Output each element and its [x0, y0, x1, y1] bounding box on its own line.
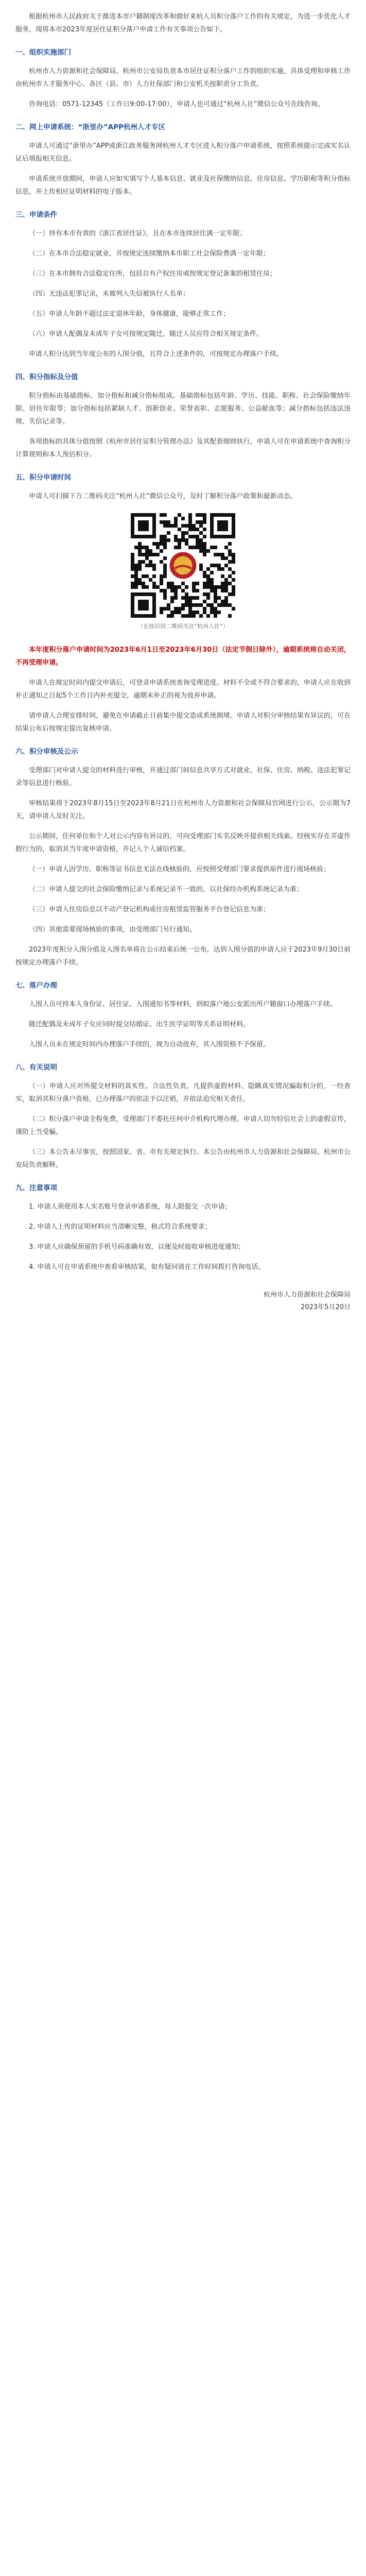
section-paragraph: 申请人积分达到当年度公布的入围分值，且符合上述条件的，可按规定办理落户手续。	[29, 350, 284, 358]
section-paragraph: 公示期间，任何单位和个人对公示内容有异议的，可向受理部门实名反映并提供相关线索。经核实存在弄虚作假行为的，取消其当年度申请资格，并记入个人诚信档案。	[15, 833, 351, 853]
section-paragraph: 请申请人合理安排时间，避免在申请截止日前集中提交造成系统拥堵。申请人对积分审核结果有异议的，可在结果公布后按规定提出复核申请。	[15, 712, 351, 733]
section-paragraph: 2023年度积分入围分值及入围名单将在公示结束后统一公布，达到入围分值的申请人应于2023年9月30日前按规定办理落户手续。	[15, 946, 351, 967]
signature-block	[15, 1289, 351, 1314]
section-paragraph: （三）本公告未尽事宜，按照国家、省、市有关规定执行。本公告由杭州市人力资源和社会保障局、杭州市公安局负责解释。	[15, 1148, 351, 1169]
section-paragraph: 审核结果将于2023年8月15日至2023年8月21日在杭州市人力资源和社会保障局官网进行公示，公示期为7天，请申请人及时关注。	[15, 800, 351, 820]
section-heading: 八、有关说明	[15, 1063, 57, 1072]
section-heading: 二、网上申请系统：“浙里办”APP杭州人才专区	[15, 123, 165, 131]
signature-org: 杭州市人力资源和社会保障局	[263, 1291, 351, 1299]
section-3	[15, 209, 351, 361]
section-paragraph: 本年度积分落户申请时间为2023年6月1日至2023年6月30日（法定节假日除外），逾期系统将自动关闭，不再受理申请。	[15, 646, 351, 667]
section-1	[15, 46, 351, 111]
section-heading: 七、落户办理	[15, 981, 57, 990]
section-paragraph: 4. 申请人可在申请系统中查看审核结果，如有疑问请在工作时间拨打咨询电话。	[29, 1263, 265, 1271]
section-paragraph: （一）持有本市有效的《浙江省居住证》，且在本市连续居住满一定年限；	[29, 230, 247, 238]
section-paragraph: （六）申请人配偶及未成年子女可按规定随迁，随迁人员应符合相关规定条件。	[29, 330, 264, 338]
section-6	[15, 745, 351, 969]
intro-paragraph: 根据杭州市人民政府关于推进本市户籍制度改革和做好来杭人员积分落户工作的有关规定，为进一步优化人才服务，现将本市2023年度居住证积分落户申请工作有关事项公告如下。	[15, 13, 351, 33]
section-9	[15, 1182, 351, 1274]
section-paragraph: 2. 申请人上传的证明材料应当清晰完整，格式符合系统要求；	[29, 1223, 212, 1231]
section-paragraph: （三）申请人住房信息以不动产登记机构或住房租赁监管服务平台登记信息为准；	[29, 906, 270, 913]
section-heading: 三、申请条件	[15, 211, 57, 219]
section-paragraph: （四）无违法犯罪记录，未被列入失信被执行人名单；	[29, 290, 190, 298]
section-8	[15, 1061, 351, 1172]
section-paragraph: （一）申请人因学历、职称等证书信息无法在线核验的，应按照受理部门要求提供原件进行现场核验；	[29, 866, 330, 873]
section-paragraph: 杭州市人力资源和社会保障局、杭州市公安局负责本市居住证积分落户工作的组织实施，具体受理和审核工作由杭州市人才服务中心、各区（县、市）人力社保部门和公安机关按职责分工负责。	[15, 67, 351, 88]
section-paragraph: 申请人可扫描下方二维码关注“杭州人社”微信公众号，及时了解积分落户政策和最新动态。	[29, 493, 297, 500]
section-paragraph: （五）申请人年龄不超过法定退休年龄，身体健康，能够正常工作；	[29, 310, 230, 318]
section-paragraph: 咨询电话：0571-12345（工作日9:00-17:00），申请人也可通过“杭州人社”微信公众号在线咨询。	[29, 100, 324, 108]
section-heading: 五、积分申请时间	[15, 473, 71, 482]
section-paragraph: 受理部门对申请人提交的材料进行审核，并通过部门间信息共享方式对就业、社保、住房、纳税、违法犯罪记录等信息进行核验。	[15, 767, 351, 787]
qr-code-block	[15, 513, 351, 631]
section-paragraph: （一）申请人应对所提交材料的真实性、合法性负责。凡提供虚假材料、隐瞒真实情况骗取积分的，一经查实，取消其积分落户资格，已办理落户的依法予以注销，并依法追究相关责任。	[15, 1082, 351, 1103]
section-5	[15, 471, 351, 735]
section-paragraph: 随迁配偶及未成年子女应同时提交结婚证、出生医学证明等关系证明材料。	[29, 1021, 250, 1028]
section-paragraph: 申请系统开放期间，申请人应如实填写个人基本信息、就业及社保缴纳信息、住房信息、学历职称等积分指标信息，并上传相应证明材料的电子版本。	[15, 175, 351, 196]
section-paragraph: 申请人在规定时间内提交申请后，可登录申请系统查询受理进度。材料不全或不符合要求的，申请人应在收到补正通知之日起5个工作日内补充提交，逾期未补正的视为放弃申请。	[15, 679, 351, 700]
sections-container	[15, 46, 351, 1274]
section-4	[15, 371, 351, 461]
section-paragraph: 入围人员未在规定时间内办理落户手续的，视为自动放弃，其入围资格不予保留。	[29, 1041, 270, 1048]
signature-date: 2023年5月20日	[301, 1303, 351, 1311]
section-paragraph: 各项指标的具体分值按照《杭州市居住证积分管理办法》及其配套细则执行，申请人可在申请系统中查询积分计算规则和本人预估积分。	[15, 438, 351, 459]
section-paragraph: 申请人可通过“浙里办”APP或浙江政务服务网杭州人才专区进入积分落户申请系统，按照系统提示完成实名认证后填报相关信息。	[15, 142, 351, 163]
qr-caption: （长按识别二维码关注“杭州人社”）	[137, 623, 229, 630]
section-heading: 九、注意事项	[15, 1184, 57, 1192]
section-paragraph: （四）其他需要现场核验的事项，由受理部门另行通知。	[29, 926, 197, 934]
section-2	[15, 121, 351, 198]
section-paragraph: 1. 申请人须使用本人实名账号登录申请系统，每人限提交一次申请；	[29, 1203, 232, 1211]
section-heading: 六、积分审核及公示	[15, 748, 78, 756]
notice-document	[15, 0, 351, 1314]
section-7	[15, 979, 351, 1051]
section-paragraph: （二）积分落户申请全程免费，受理部门不委托任何中介机构代理办理。申请人切勿轻信社会上的虚假宣传，谨防上当受骗。	[15, 1115, 351, 1136]
section-paragraph: （二）申请人提交的社会保险缴纳记录与系统记录不一致的，以社保经办机构系统记录为准；	[29, 886, 304, 893]
section-paragraph: （二）在本市合法稳定就业，并按规定连续缴纳本市职工社会保险费满一定年限；	[29, 250, 270, 258]
section-paragraph: 3. 申请人应确保预留的手机号码准确有效，以便及时接收审核进度通知；	[29, 1243, 245, 1251]
section-paragraph: 入围人员可持本人身份证、居住证、入围通知书等材料，到拟落户地公安派出所户籍窗口办理落户手续。	[29, 1001, 337, 1008]
qr-code-icon	[131, 513, 235, 618]
section-paragraph: 积分指标由基础指标、加分指标和减分指标组成。基础指标包括年龄、学历、技能、职称、社会保险缴纳年限、居住年限等；加分指标包括紧缺人才、创新创业、荣誉表彰、志愿服务、公益献血等；减分指标包括违法违规、失信记录等。	[15, 392, 351, 426]
section-paragraph: （三）在本市拥有合法稳定住所，包括自有产权住房或按规定登记备案的租赁住房；	[29, 270, 277, 278]
section-heading: 一、组织实施部门	[15, 48, 71, 57]
section-heading: 四、积分指标及分值	[15, 373, 78, 381]
